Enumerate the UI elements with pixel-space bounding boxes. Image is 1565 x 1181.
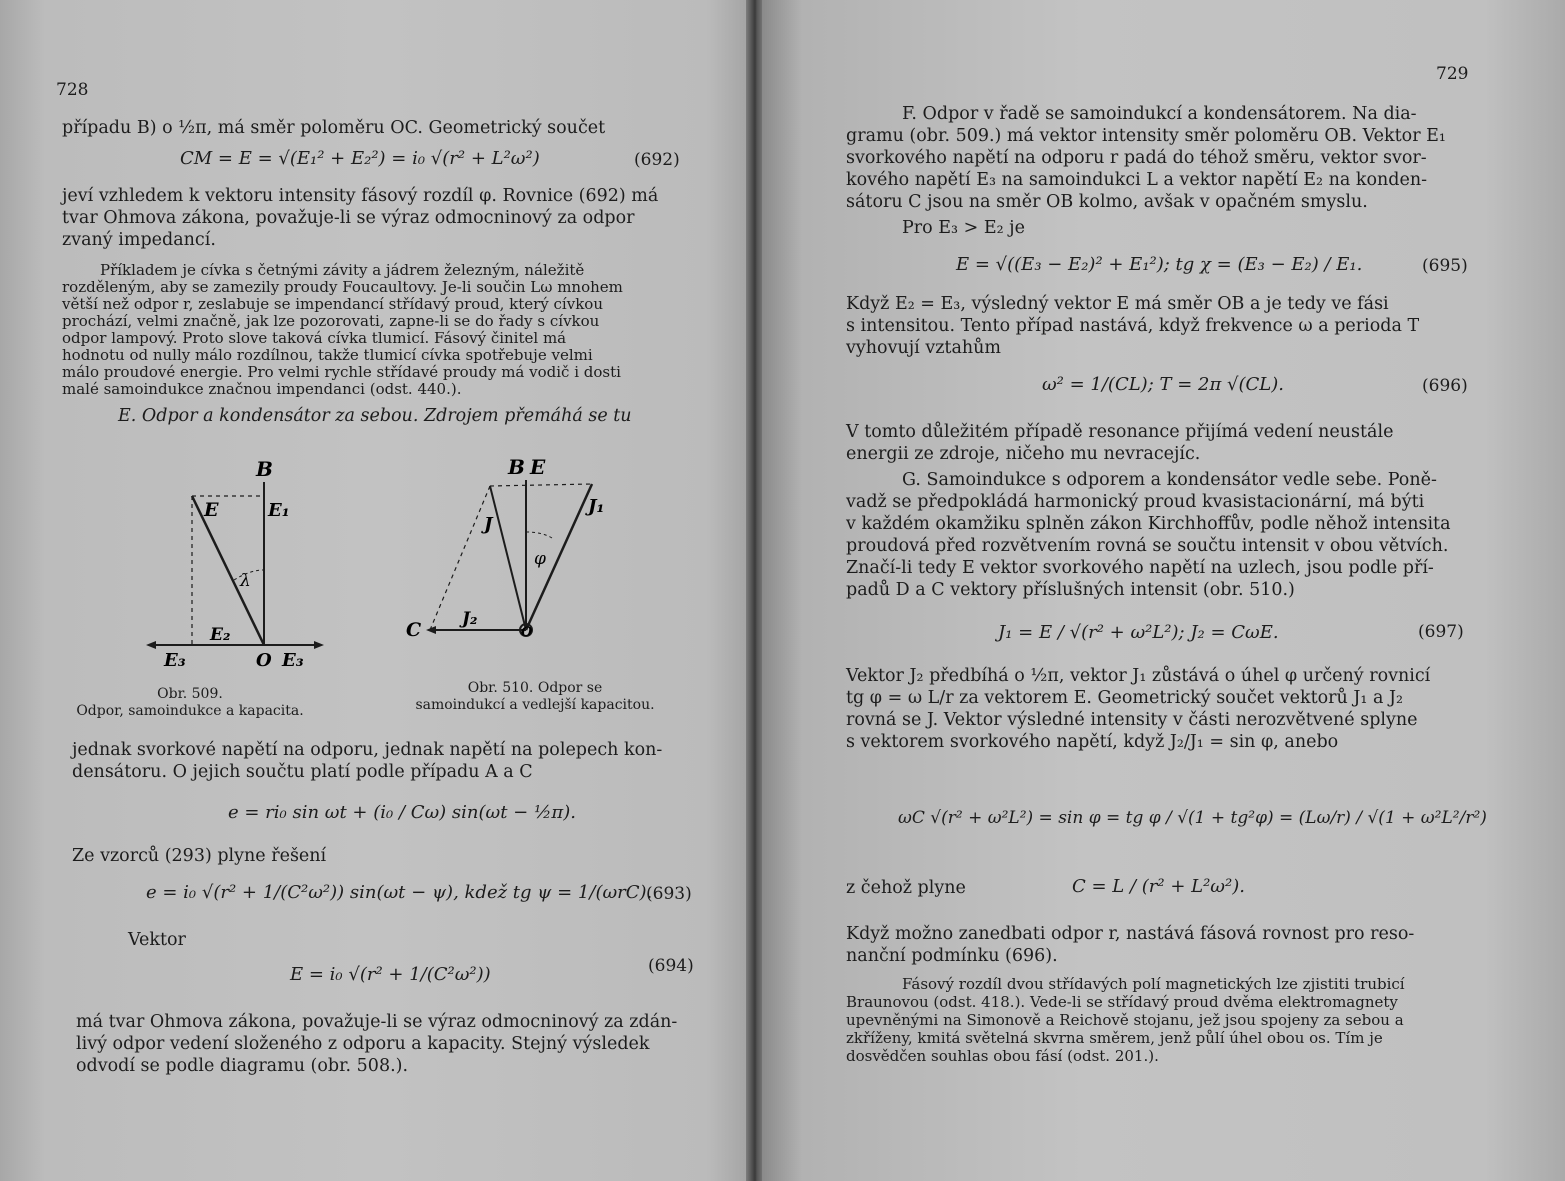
equation-696: ω² = 1/(CL); T = 2π √(CL).: [1042, 374, 1284, 395]
figure-label: E₁: [268, 500, 290, 521]
text-line: nanční podmínku (696).: [846, 946, 1058, 966]
figure-509-caption: [60, 686, 320, 720]
figure-label: J₁: [588, 496, 605, 517]
example-line: Příkladem je cívka s četnými závity a jádrem železným, náležitě: [100, 261, 585, 279]
figure-label: φ: [534, 549, 546, 569]
figure-label: E₃: [282, 650, 304, 671]
text-line: svorkového napětí na odporu r padá do téhož směru, vektor svor-: [846, 148, 1427, 168]
example-line: větší než odpor r, zeslabuje se impendancí střídavý proud, který cívkou: [62, 295, 603, 313]
note-line: dosvědčen souhlas obou fásí (odst. 201.).: [846, 1047, 1159, 1065]
equation-693: e = i₀ √(r² + 1/(C²ω²)) sin(ωt − ψ), kdež tg ψ = 1/(ωrC).: [146, 882, 653, 903]
text-line: padů D a C vektory příslušných intensit (obr. 510.): [846, 580, 1295, 600]
text-line: z čehož plyne: [846, 878, 966, 898]
section-heading-e: E. Odpor a kondensátor za sebou. Zdrojem přemáhá se tu: [118, 406, 632, 426]
figure-label: J₂: [462, 609, 478, 629]
text-line: odvodí se podle diagramu (obr. 508.).: [76, 1056, 409, 1076]
equation-694: E = i₀ √(r² + 1/(C²ω²)): [290, 964, 491, 985]
text-line: tvar Ohmova zákona, považuje-li se výraz odmocninový za odpor: [62, 208, 635, 228]
figure-label: E: [204, 499, 219, 521]
figure-510-caption: [390, 680, 680, 714]
equation-c: C = L / (r² + L²ω²).: [1072, 876, 1245, 897]
caption-text: Odpor, samoindukce a kapacita.: [76, 703, 304, 719]
example-line: málo proudové energie. Pro velmi rychle střídavé proudy má vodič i dosti: [62, 363, 621, 381]
text-line: Když E₂ = E₃, výsledný vektor E má směr OB a je tedy ve fási: [846, 294, 1389, 314]
figure-label: E₂: [210, 625, 231, 645]
figure-label: E: [530, 455, 546, 479]
text-line: kového napětí E₃ na samoindukci L a vektor napětí E₂ na konden-: [846, 170, 1428, 190]
text-line: má tvar Ohmova zákona, považuje-li se výraz odmocninový za zdán-: [76, 1012, 678, 1032]
text-line: s intensitou. Tento případ nastává, když frekvence ω a perioda T: [846, 316, 1420, 336]
equation-692: CM = E = √(E₁² + E₂²) = i₀ √(r² + L²ω²): [180, 148, 540, 169]
equation-e: e = ri₀ sin ωt + (i₀ / Cω) sin(ωt − ½π).: [228, 802, 576, 823]
figure-label: E₃: [164, 650, 186, 671]
equation-number: (695): [1422, 256, 1468, 276]
figure-label: O: [521, 625, 533, 640]
equation-number: (693): [646, 884, 692, 904]
equation-697: J₁ = E / √(r² + ω²L²); J₂ = CωE.: [998, 622, 1279, 643]
text-line: Vektor J₂ předbíhá o ½π, vektor J₁ zůstává o úhel φ určený rovnicí: [846, 666, 1431, 686]
text-line: rovná se J. Vektor výsledné intensity v části nerozvětvené splyne: [846, 710, 1418, 730]
text-line: vadž se předpokládá harmonický proud kvasistacionární, má býti: [846, 492, 1425, 512]
equation-number: (696): [1422, 376, 1468, 396]
caption-title: Obr. 510. Odpor se: [467, 680, 603, 696]
text-line: Ze vzorců (293) plyne řešení: [72, 846, 327, 866]
equation-number: (694): [648, 956, 694, 976]
left-page: [0, 0, 752, 1181]
text-line: energii ze zdroje, ničeho mu nevracejíc.: [846, 444, 1201, 464]
example-line: hodnotu od nully málo rozdílnou, takže tlumicí cívka spotřebuje velmi: [62, 346, 593, 364]
equation-number: (697): [1418, 622, 1464, 642]
text-line: Když možno zanedbati odpor r, nastává fásová rovnost pro reso-: [846, 924, 1415, 944]
example-line: malé samoindukce značnou impendanci (odst. 440.).: [62, 380, 462, 398]
text-line: jeví vzhledem k vektoru intensity fásový rozdíl φ. Rovnice (692) má: [62, 186, 659, 206]
figure-509: [140, 452, 340, 684]
equation-sin-phi: ωC √(r² + ω²L²) = sin φ = tg φ / √(1 + tg²φ) = (Lω/r) / √(1 + ω²L²/r²): [898, 808, 1487, 828]
figure-label: J: [484, 514, 493, 535]
text-line: tg φ = ω L/r za vektorem E. Geometrický součet vektorů J₁ a J₂: [846, 688, 1403, 708]
text-line: v každém okamžiku splněn zákon Kirchhoffův, podle něhož intensita: [846, 514, 1451, 534]
page-number-left: 728: [56, 80, 89, 100]
text-line: V tomto důležitém případě resonance přijímá vedení neustále: [846, 422, 1394, 442]
figure-label: λ: [240, 571, 251, 591]
caption-title: Obr. 509.: [157, 686, 223, 702]
text-line: proudová před rozvětvením rovná se součtu intensit v obou větvích.: [846, 536, 1449, 556]
text-line: zvaný impedancí.: [62, 230, 216, 250]
note-line: Braunovou (odst. 418.). Vede-li se střídavý proud dvěma elektromagnety: [846, 993, 1398, 1011]
text-line: případu B) o ½π, má směr poloměru OC. Geometrický součet: [62, 118, 606, 138]
text-line: Značí-li tedy E vektor svorkového napětí na uzlech, jsou podle pří-: [846, 558, 1434, 578]
equation-695: E = √((E₃ − E₂)² + E₁²); tg χ = (E₃ − E₂) / E₁.: [956, 254, 1363, 275]
figure-label: B: [256, 457, 273, 481]
example-line: prochází, velmi značně, jak lze pozorovati, zapne-li se do řady s cívkou: [62, 312, 600, 330]
example-line: odpor lampový. Proto slove taková cívka tlumicí. Fásový činitel má: [62, 329, 567, 347]
text-line: Pro E₃ > E₂ je: [902, 218, 1025, 238]
example-line: rozděleným, aby se zamezily proudy Foucaultovy. Je-li součin Lω mnohem: [62, 278, 623, 296]
note-line: upevněnými na Simonově a Reichově stojanu, jež jsou spojeny za sebou a: [846, 1011, 1404, 1029]
equation-number: (692): [634, 150, 680, 170]
note-line: Fásový rozdíl dvou střídavých polí magnetických lze zjistiti trubicí: [902, 975, 1405, 993]
section-heading-g: G. Samoindukce s odporem a kondensátor vedle sebe. Poně-: [902, 470, 1437, 490]
figure-label: C: [406, 619, 422, 641]
text-line: s vektorem svorkového napětí, když J₂/J₁ = sin φ, anebo: [846, 732, 1339, 752]
section-heading-f: F. Odpor v řadě se samoindukcí a kondensátorem. Na dia-: [902, 104, 1417, 124]
text-line: sátoru C jsou na směr OB kolmo, avšak v opačném smyslu.: [846, 192, 1368, 212]
text-line: densátoru. O jejich součtu platí podle případu A a C: [72, 762, 533, 782]
text-line: vyhovují vztahům: [846, 338, 1002, 358]
text-line: livý odpor vedení složeného z odporu a kapacity. Stejný výsledek: [76, 1034, 650, 1054]
caption-text: samoindukcí a vedlejší kapacitou.: [415, 697, 655, 713]
figure-label: B: [508, 455, 525, 479]
page-number-right: 729: [1436, 64, 1469, 84]
note-line: zkříženy, kmitá světelná skvrna směrem, jenž půlí úhel obou os. Tím je: [846, 1029, 1383, 1047]
text-line: Vektor: [128, 930, 186, 950]
figure-510: [402, 452, 622, 684]
right-page: [762, 0, 1565, 1181]
text-line: jednak svorkové napětí na odporu, jednak napětí na polepech kon-: [72, 740, 663, 760]
figure-label: O: [256, 650, 272, 671]
text-line: gramu (obr. 509.) má vektor intensity směr poloměru OB. Vektor E₁: [846, 126, 1446, 146]
